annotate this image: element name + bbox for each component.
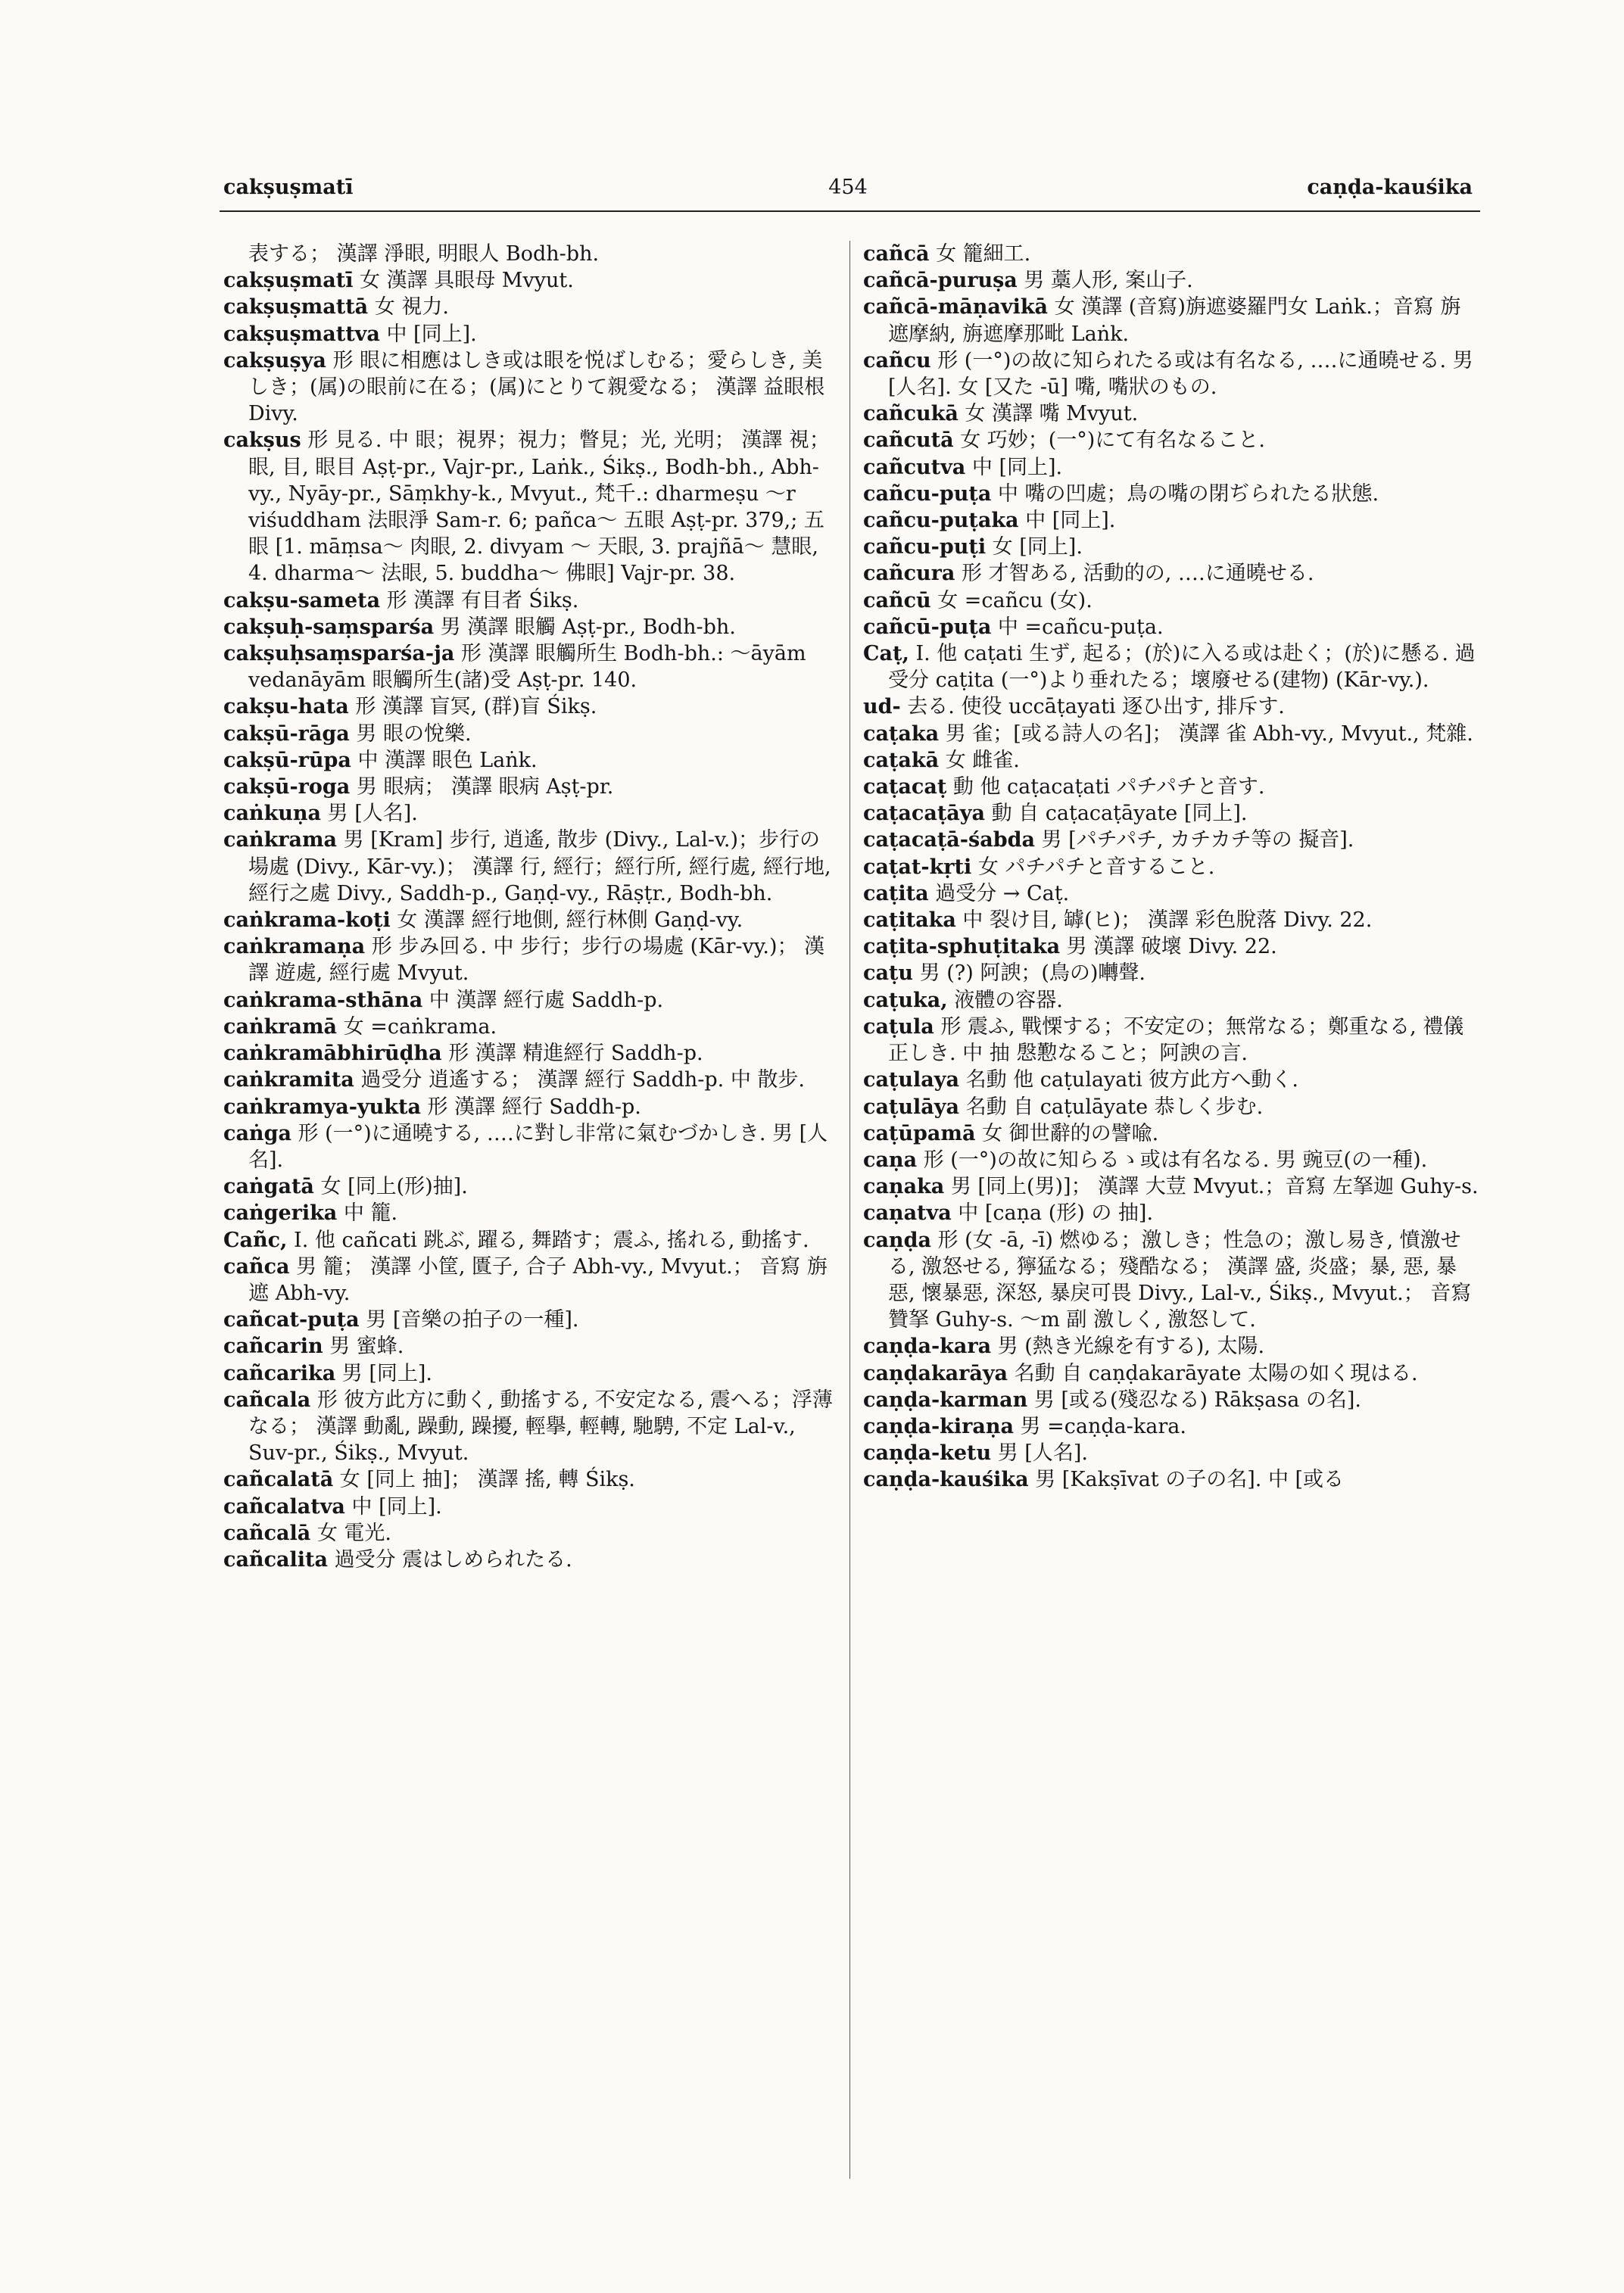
- entry-definition: 女 籠細工.: [929, 242, 1031, 266]
- entry-definition: 形 步み回る. 中 步行；步行の場處 (Kār-vy.)； 漢譯 遊處, 經行處 Mvyut.: [248, 935, 825, 986]
- entry-definition: 男 [或る(殘忍なる) Rākṣasa の名].: [1027, 1388, 1362, 1412]
- entry-definition: 男 藁人形, 案山子.: [1017, 269, 1193, 293]
- entry-definition: 形 震ふ, 戰慄する；不安定の；無常なる；鄭重なる, 禮儀正しき. 中 抽 慇懃なること；阿諛の言.: [888, 1014, 1464, 1066]
- entry-definition: 男 [Kram] 步行, 逍遙, 散步 (Divy., Lal-v.)；步行の場處 (Divy., Kār-vy.)； 漢譯 行, 經行；經行所, 經行處, 經行地, 經行之處 Divy., Saddh-p., Gaṇḍ-vy., Rāṣṭr., Bodh-bh.: [248, 828, 831, 905]
- entry-definition: 女 漢譯 (音寫)旃遮婆羅門女 Laṅk.；音寫 旃遮摩納, 旃遮摩那毗 Laṅk.: [888, 295, 1461, 346]
- entry-headword: caṇatva: [863, 1201, 952, 1226]
- entry-headword: cañcalatva: [223, 1494, 345, 1519]
- entry-headword: caṭita: [863, 881, 929, 905]
- dictionary-entry: [223, 1307, 833, 1333]
- page-header: [223, 176, 1473, 206]
- dictionary-entry: [223, 721, 833, 747]
- dictionary-entry: [223, 267, 833, 294]
- entry-headword: cañca: [223, 1254, 290, 1279]
- dictionary-entry: [223, 1040, 833, 1067]
- entry-definition: 形 眼に相應はしき或は眼を悦ばしむる；愛らしき, 美しき；(属)の眼前に在る；(属)にとりて親愛なる； 漢譯 益眼根 Divy.: [248, 348, 825, 426]
- entry-definition: 過受分 震はしめられたる.: [327, 1547, 572, 1572]
- entry-definition: 女 =cañcu (女).: [930, 588, 1093, 612]
- entry-headword: caṭulāya: [863, 1095, 959, 1119]
- column-divider: [849, 241, 850, 2179]
- entry-headword: cakṣu-sameta: [223, 588, 381, 612]
- dictionary-entry: [223, 1094, 833, 1120]
- entry-headword: caṅkrama-sthāna: [223, 988, 423, 1012]
- entry-definition: 中 [caṇa (形) の 抽].: [951, 1201, 1154, 1226]
- entry-definition: 形 (女 -ā, -ī) 燃ゆる；激しき；性急の；激し易き, 憤激せる, 激怒せる, 獰猛なる；殘酷なる； 漢譯 盛, 炎盛；暴, 惡, 暴惡, 懷暴惡, 深怒, 暴戾可畏 Divy., Lal-v., Śikṣ., Mvyut.； 音寫 贊拏 Guhy-s. ～m 副 激しく, 激怒して.: [888, 1228, 1472, 1332]
- entry-headword: cañcu: [863, 348, 931, 372]
- dictionary-entry: [863, 933, 1480, 960]
- entry-definition: 名動 自 caṇḍakarāyate 太陽の如く現はる.: [1008, 1361, 1418, 1385]
- entry-definition: 形 漢譯 眼觸所生 Bodh-bh.: ～āyām vedanāyām 眼觸所生(諸)受 Aṣṭ-pr. 140.: [248, 642, 806, 693]
- dictionary-entry: [863, 1200, 1480, 1226]
- entry-definition: 女 電光.: [310, 1521, 392, 1545]
- entry-definition: 女 視力.: [368, 295, 449, 319]
- entry-headword: cañcā-puruṣa: [863, 269, 1018, 293]
- dictionary-entry: [863, 693, 1480, 720]
- entry-headword: caṭitaka: [863, 908, 956, 933]
- entry-headword: caṅkrama-koṭi: [223, 908, 391, 933]
- dictionary-entry: [223, 1254, 833, 1307]
- entry-definition: 中 籠.: [337, 1201, 398, 1226]
- entry-definition: 表する； 漢譯 淨眼, 明眼人 Bodh-bh.: [248, 242, 600, 266]
- dictionary-entry: [223, 987, 833, 1014]
- entry-definition: 形 漢譯 有目者 Śikṣ.: [380, 588, 579, 612]
- dictionary-entry: [863, 1014, 1480, 1067]
- dictionary-entry: [223, 827, 833, 907]
- dictionary-entry: [863, 294, 1480, 347]
- entry-definition: 男 漢譯 眼觸 Aṣṭ-pr., Bodh-bh.: [434, 615, 736, 639]
- entry-headword: caṅga: [223, 1121, 291, 1145]
- dictionary-entry: [863, 507, 1480, 534]
- dictionary-entry: [223, 907, 833, 933]
- dictionary-entry: [863, 1173, 1480, 1200]
- entry-definition: 女 [同上(形)抽].: [313, 1175, 468, 1199]
- dictionary-entry: [223, 1200, 833, 1226]
- dictionary-entry: [223, 241, 833, 267]
- entry-headword: cakṣuṣya: [223, 348, 326, 372]
- entry-headword: cañcu-puṭaka: [863, 509, 1019, 533]
- dictionary-entry: [863, 1466, 1480, 1493]
- entry-definition: 男 眼病； 漢譯 眼病 Aṣṭ-pr.: [350, 775, 614, 799]
- entry-headword: cañcutva: [863, 455, 966, 479]
- dictionary-entry: [863, 347, 1480, 400]
- entry-definition: 男 [人名].: [321, 802, 418, 826]
- entry-headword: cañcura: [863, 562, 955, 586]
- dictionary-entry: [223, 587, 833, 614]
- entry-definition: 男 籠； 漢譯 小筐, 匱子, 合子 Abh-vy., Mvyut.； 音寫 旃遮 Abh-vy.: [248, 1254, 828, 1305]
- entry-headword: cañcū-puṭa: [863, 615, 992, 639]
- left-column: [223, 241, 833, 2209]
- dictionary-entry: [863, 400, 1480, 427]
- entry-definition: 女 漢譯 具眼母 Mvyut.: [353, 269, 574, 293]
- entry-headword: caṅkuṇa: [223, 802, 322, 826]
- dictionary-entry: [223, 1360, 833, 1387]
- entry-definition: 形 漢譯 盲冥, (群)盲 Śikṣ.: [348, 695, 597, 719]
- entry-definition: 形 才智ある, 活動的の, ‥‥に通曉せる.: [955, 562, 1314, 586]
- dictionary-entry: [863, 1067, 1480, 1093]
- dictionary-entry: [223, 1466, 833, 1493]
- entry-definition: 男 眼の悅樂.: [349, 721, 472, 746]
- dictionary-entry: [223, 1014, 833, 1040]
- entry-definition: 中 [同上].: [965, 455, 1063, 479]
- dictionary-entry: [863, 960, 1480, 986]
- dictionary-entry: [863, 800, 1480, 827]
- dictionary-entry: [863, 827, 1480, 853]
- dictionary-entry: [863, 1147, 1480, 1173]
- entry-headword: ud-: [863, 695, 901, 719]
- entry-definition: 男 (?) 阿諛；(鳥の)囀聲.: [913, 961, 1146, 986]
- dictionary-entry: [223, 614, 833, 640]
- entry-headword: cakṣu-hata: [223, 695, 349, 719]
- entry-headword: caṅkramā: [223, 1014, 338, 1039]
- entry-headword: caṇḍa-kiraṇa: [863, 1414, 1014, 1438]
- running-head-last-entry: caṇḍa-kauśika: [1307, 176, 1473, 199]
- entry-headword: caṇḍa-kara: [863, 1335, 992, 1359]
- dictionary-entry: [863, 987, 1480, 1014]
- dictionary-entry: [863, 880, 1480, 907]
- entry-headword: cañcarika: [223, 1361, 336, 1385]
- dictionary-entry: [223, 1387, 833, 1467]
- entry-headword: cañcalatā: [223, 1468, 334, 1492]
- dictionary-entry: [223, 774, 833, 800]
- dictionary-entry: [863, 854, 1480, 880]
- dictionary-entry: [863, 640, 1480, 693]
- entry-definition: 過受分 逍遙する； 漢譯 經行 Saddh-p. 中 散步.: [354, 1068, 805, 1092]
- entry-definition: 中 [同上].: [379, 322, 477, 346]
- dictionary-entry: [863, 1094, 1480, 1120]
- entry-definition: 中 =cañcu-puṭa.: [991, 615, 1164, 639]
- entry-headword: cañcu-puṭa: [863, 481, 992, 506]
- entry-headword: cakṣū-roga: [223, 775, 351, 799]
- entry-definition: 中 [同上].: [1018, 509, 1116, 533]
- entry-definition: 男 [同上(男)]； 漢譯 大荳 Mvyut.；音寫 左拏迦 Guhy-s.: [944, 1175, 1479, 1199]
- entry-headword: Cañc,: [223, 1228, 288, 1252]
- entry-definition: 男 蜜蜂.: [323, 1335, 404, 1359]
- dictionary-entry: [223, 640, 833, 693]
- entry-definition: 形 (一°)に通曉する, ‥‥に對し非常に氣むづかしき. 男 [人名].: [248, 1121, 828, 1172]
- entry-definition: 中 嘴の凹處；鳥の嘴の閉ぢられたる狀態.: [991, 481, 1379, 506]
- dictionary-entry: [863, 427, 1480, 453]
- entry-definition: 男 [音樂の拍子の一種].: [359, 1308, 579, 1332]
- entry-definition: 動 自 caṭacaṭāyate [同上].: [985, 802, 1248, 826]
- entry-definition: 形 漢譯 精進經行 Saddh-p.: [441, 1042, 703, 1066]
- dictionary-entry: [863, 534, 1480, 560]
- header-rule: [220, 210, 1480, 212]
- entry-headword: caṭaka: [863, 721, 940, 746]
- dictionary-entry: [863, 1413, 1480, 1440]
- entry-headword: caṭulaya: [863, 1068, 959, 1092]
- entry-definition: I. 他 cañcati 跳ぶ, 躍る, 舞踏す；震ふ, 搖れる, 動搖す.: [287, 1228, 809, 1252]
- entry-headword: cakṣuḥsaṃsparśa-ja: [223, 642, 455, 666]
- entry-headword: cañcarin: [223, 1335, 323, 1359]
- dictionary-entry: [223, 933, 833, 986]
- entry-headword: caṭacaṭā-śabda: [863, 828, 1035, 852]
- entry-definition: 形 彼方此方に動く, 動搖する, 不安定なる, 震へる；浮薄なる； 漢譯 動亂, 躁動, 躁擾, 輕擧, 輕轉, 馳騁, 不定 Lal-v., Suv-pr., Śikṣ., Mvyut.: [248, 1388, 833, 1466]
- entry-headword: caṭūpamā: [863, 1121, 976, 1145]
- dictionary-entry: [223, 1520, 833, 1547]
- entry-headword: cakṣus: [223, 428, 301, 453]
- entry-headword: caṅkramābhirūḍha: [223, 1042, 442, 1066]
- entry-definition: 中 裂け目, 罅(ヒ)； 漢譯 彩色脫落 Divy. 22.: [955, 908, 1373, 933]
- entry-headword: cañcukā: [863, 402, 959, 426]
- dictionary-entry: [223, 747, 833, 774]
- entry-headword: caṇḍa: [863, 1228, 931, 1252]
- entry-headword: cañcā: [863, 242, 930, 266]
- entry-headword: caṇḍa-kauśika: [863, 1468, 1029, 1492]
- entry-definition: 女 漢譯 經行地側, 經行林側 Gaṇḍ-vy.: [390, 908, 743, 933]
- dictionary-entry: [223, 1120, 833, 1173]
- entry-definition: 形 (一°)の故に知らるゝ或は有名なる. 男 豌豆(の一種).: [917, 1148, 1428, 1172]
- entry-headword: caṭacaṭ: [863, 775, 947, 799]
- entry-definition: 女 漢譯 嘴 Mvyut.: [958, 402, 1139, 426]
- dictionary-entry: [863, 1333, 1480, 1360]
- entry-headword: caṅkramya-yukta: [223, 1095, 421, 1119]
- dictionary-entry: [863, 747, 1480, 774]
- entry-definition: 形 (一°)の故に知られたる或は有名なる, ‥‥に通曉せる. 男 [人名]. 女 [又た -ū] 嘴, 嘴狀のもの.: [888, 348, 1473, 400]
- dictionary-entry: [223, 1333, 833, 1360]
- dictionary-entry: [223, 347, 833, 428]
- entry-headword: caṭuka,: [863, 988, 948, 1012]
- entry-headword: caṅgatā: [223, 1175, 314, 1199]
- dictionary-entry: [223, 1547, 833, 1573]
- dictionary-entry: [223, 1494, 833, 1520]
- entry-headword: caṇḍakarāya: [863, 1361, 1008, 1385]
- dictionary-entry: [863, 241, 1480, 267]
- entry-definition: 女 巧妙；(一°)にて有名なること.: [953, 428, 1265, 453]
- dictionary-entry: [863, 1360, 1480, 1387]
- entry-headword: caṭat-kṛti: [863, 855, 972, 879]
- entry-definition: 名動 他 caṭulayati 彼方此方へ動く.: [959, 1068, 1298, 1092]
- entry-headword: caṅgerika: [223, 1201, 338, 1226]
- entry-headword: caṭakā: [863, 748, 940, 772]
- entry-definition: 形 漢譯 經行 Saddh-p.: [420, 1095, 641, 1119]
- dictionary-entry: [863, 614, 1480, 640]
- entry-definition: 液體の容器.: [947, 988, 1063, 1012]
- entry-headword: caṇaka: [863, 1175, 945, 1199]
- entry-definition: 女 =caṅkrama.: [337, 1014, 497, 1039]
- dictionary-entry: [863, 560, 1480, 587]
- entry-definition: 中 漢譯 眼色 Laṅk.: [351, 748, 538, 772]
- dictionary-entry: [223, 693, 833, 720]
- entry-headword: caṇa: [863, 1148, 918, 1172]
- entry-definition: I. 他 caṭati 生ず, 起る；(於)に入る或は赴く；(於)に懸る. 過受分 caṭita (一°)より垂れたる；壞廢せる(建物) (Kār-vy.).: [888, 642, 1476, 693]
- entry-headword: caṭita-sphuṭitaka: [863, 935, 1061, 959]
- entry-headword: caṇḍa-karman: [863, 1388, 1028, 1412]
- entry-definition: 女 雌雀.: [939, 748, 1020, 772]
- entry-headword: cañcu-puṭi: [863, 535, 987, 559]
- entry-headword: caṭula: [863, 1014, 934, 1039]
- dictionary-entry: [223, 800, 833, 827]
- entry-headword: cakṣuṣmattā: [223, 295, 369, 319]
- entry-definition: 男 [パチパチ, カチカチ等の 擬音].: [1034, 828, 1354, 852]
- entry-headword: cañcā-māṇavikā: [863, 295, 1049, 319]
- dictionary-entry: [223, 1173, 833, 1200]
- entry-headword: caṭacaṭāya: [863, 802, 985, 826]
- entry-headword: caṇḍa-ketu: [863, 1441, 992, 1466]
- entry-headword: cakṣuḥ-saṃsparśa: [223, 615, 435, 639]
- dictionary-entry: [223, 1067, 833, 1093]
- entry-headword: cakṣū-rāga: [223, 721, 350, 746]
- dictionary-entry: [863, 1227, 1480, 1334]
- entry-headword: caṅkramita: [223, 1068, 354, 1092]
- entry-definition: 形 見る. 中 眼；視界；視力；瞥見；光, 光明； 漢譯 視；眼, 目, 眼目 Aṣṭ-pr., Vajr-pr., Laṅk., Śikṣ., Bodh-bh., Abh-vy., Nyāy-pr., Sāṃkhy-k., Mvyut., 梵千.: dharmeṣu ～r viśuddham 法眼淨 Sam-r. 6; pañca～ 五眼 Aṣṭ-pr. 379,; 五眼 [1. māṃsa～ 肉眼, 2. divyam ～ 天眼, 3. prajñā～ 慧眼, 4. dharma～ 法眼, 5. buddha～ 佛眼] Vajr-pr. 38.: [248, 428, 830, 586]
- entry-headword: caṅkrama: [223, 828, 338, 852]
- dictionary-entry: [863, 721, 1480, 747]
- entry-headword: cakṣū-rūpa: [223, 748, 351, 772]
- entry-definition: 男 (熱き光線を有する), 太陽.: [991, 1335, 1265, 1359]
- entry-definition: 女 [同上].: [986, 535, 1083, 559]
- entry-headword: cañcat-puṭa: [223, 1308, 360, 1332]
- right-column: [863, 241, 1480, 2209]
- entry-headword: cakṣuṣmattva: [223, 322, 380, 346]
- dictionary-entry: [863, 1120, 1480, 1147]
- entry-definition: 男 [同上].: [335, 1361, 433, 1385]
- dictionary-entry: [863, 587, 1480, 614]
- entry-definition: 中 漢譯 經行處 Saddh-p.: [422, 988, 664, 1012]
- entry-definition: 中 [同上].: [344, 1494, 442, 1519]
- dictionary-entry: [863, 1387, 1480, 1413]
- entry-headword: cañcū: [863, 588, 931, 612]
- entry-definition: 男 [Kakṣīvat の子の名]. 中 [或る: [1028, 1468, 1345, 1492]
- dictionary-entry: [223, 294, 833, 320]
- entry-headword: cañcalā: [223, 1521, 311, 1545]
- entry-definition: 男 [人名].: [991, 1441, 1088, 1466]
- dictionary-entry: [223, 321, 833, 347]
- entry-headword: cakṣuṣmatī: [223, 269, 354, 293]
- dictionary-entry: [223, 427, 833, 587]
- entry-headword: Caṭ,: [863, 642, 909, 666]
- entry-definition: 女 御世辭的の譬喩.: [975, 1121, 1159, 1145]
- dictionary-entry: [863, 907, 1480, 933]
- entry-definition: 男 雀；[或る詩人の名]； 漢譯 雀 Abh-vy., Mvyut., 梵雜.: [939, 721, 1473, 746]
- dictionary-entry: [863, 454, 1480, 481]
- entry-definition: 男 漢譯 破壞 Divy. 22.: [1060, 935, 1277, 959]
- entry-definition: 過受分 → Caṭ.: [928, 881, 1070, 905]
- entry-headword: cañcutā: [863, 428, 954, 453]
- dictionary-entry: [863, 481, 1480, 507]
- entry-definition: 女 パチパチと音すること.: [971, 855, 1215, 879]
- dictionary-entry: [863, 267, 1480, 294]
- entry-definition: 名動 自 caṭulāyate 恭しく步む.: [959, 1095, 1264, 1119]
- dictionary-entry: [863, 1440, 1480, 1466]
- entry-headword: caṭu: [863, 961, 914, 986]
- entry-definition: 去る. 使役 uccāṭayati 逐ひ出す, 排斥す.: [900, 695, 1285, 719]
- entry-headword: caṅkramaṇa: [223, 935, 366, 959]
- dictionary-entry: [223, 1227, 833, 1254]
- running-head-first-entry: cakṣuṣmatī: [223, 176, 354, 199]
- dictionary-entry: [863, 774, 1480, 800]
- entry-definition: 女 [同上 抽]； 漢譯 搖, 轉 Śikṣ.: [333, 1468, 635, 1492]
- entry-definition: 動 他 caṭacaṭati パチパチと音す.: [946, 775, 1265, 799]
- entry-headword: cañcala: [223, 1388, 311, 1412]
- entry-definition: 男 =caṇḍa-kara.: [1013, 1414, 1186, 1438]
- page-number: 454: [828, 176, 868, 199]
- entry-headword: cañcalita: [223, 1547, 328, 1572]
